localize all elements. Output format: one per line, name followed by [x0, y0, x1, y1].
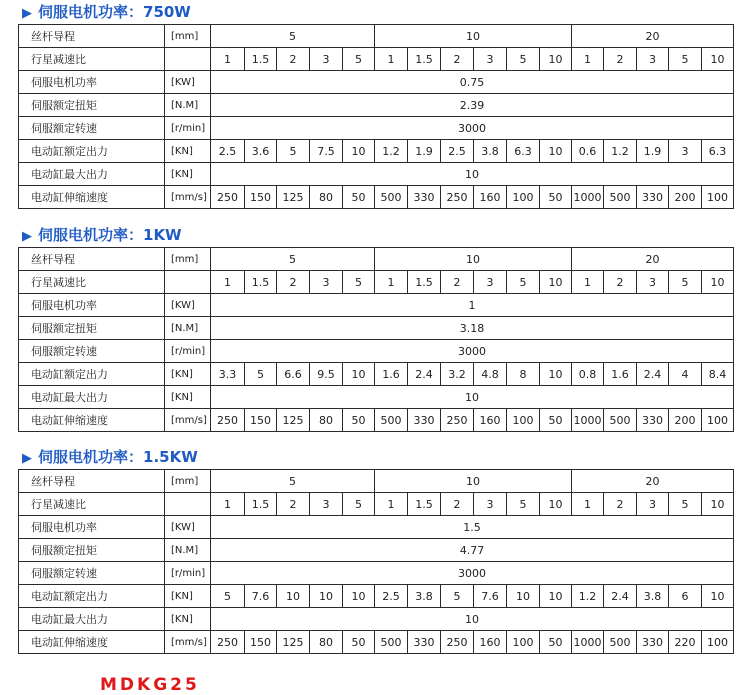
row-unit: [N.M]: [165, 317, 211, 340]
value-cell: 2.5: [375, 585, 408, 608]
value-cell: 1000: [572, 186, 604, 209]
value-cell: 5: [211, 585, 245, 608]
value-cell: 3: [637, 493, 669, 516]
value-cell: 100: [507, 186, 540, 209]
lead-group-cell: 5: [211, 248, 375, 271]
value-cell: 50: [343, 186, 375, 209]
row-label: 丝杆导程: [19, 248, 165, 271]
row-unit: [KN]: [165, 363, 211, 386]
row-unit: [r/min]: [165, 562, 211, 585]
value-cell: 1: [572, 48, 604, 71]
value-cell: 5: [669, 493, 702, 516]
merged-value-cell: 10: [211, 163, 734, 186]
row-label: 电动缸伸缩速度: [19, 409, 165, 432]
value-cell: 500: [375, 631, 408, 654]
value-cell: 2: [604, 493, 637, 516]
row-label: 电动缸最大出力: [19, 608, 165, 631]
value-cell: 500: [375, 186, 408, 209]
row-unit: [165, 493, 211, 516]
value-cell: 3.2: [441, 363, 474, 386]
value-cell: 125: [277, 186, 310, 209]
value-cell: 10: [702, 48, 734, 71]
value-cell: 160: [474, 186, 507, 209]
value-cell: 150: [245, 186, 277, 209]
value-cell: 10: [702, 271, 734, 294]
value-cell: 2.4: [408, 363, 441, 386]
value-cell: 250: [211, 409, 245, 432]
value-cell: 7.5: [310, 140, 343, 163]
value-cell: 5: [245, 363, 277, 386]
row-unit: [KW]: [165, 516, 211, 539]
row-unit: [KN]: [165, 386, 211, 409]
row-max-force: [19, 608, 734, 631]
row-label: 电动缸额定出力: [19, 363, 165, 386]
value-cell: 1.2: [375, 140, 408, 163]
lead-group-cell: 10: [375, 470, 572, 493]
row-rated-speed: [19, 117, 734, 140]
value-cell: 6.3: [702, 140, 734, 163]
value-cell: 6.6: [277, 363, 310, 386]
value-cell: 3: [310, 271, 343, 294]
row-unit: [r/min]: [165, 340, 211, 363]
value-cell: 1.6: [375, 363, 408, 386]
merged-value-cell: 4.77: [211, 539, 734, 562]
value-cell: 80: [310, 409, 343, 432]
value-cell: 5: [441, 585, 474, 608]
value-cell: 0.6: [572, 140, 604, 163]
value-cell: 500: [604, 631, 637, 654]
value-cell: 1.2: [604, 140, 637, 163]
row-unit: [165, 271, 211, 294]
value-cell: 1.5: [245, 493, 277, 516]
value-cell: 2: [604, 271, 637, 294]
row-unit: [N.M]: [165, 539, 211, 562]
value-cell: 50: [540, 186, 572, 209]
value-cell: 100: [702, 186, 734, 209]
value-cell: 200: [669, 409, 702, 432]
row-rated-speed: [19, 340, 734, 363]
value-cell: 3: [669, 140, 702, 163]
row-max-force: [19, 386, 734, 409]
row-unit: [mm/s]: [165, 186, 211, 209]
row-unit: [KN]: [165, 608, 211, 631]
row-label: 行星减速比: [19, 48, 165, 71]
value-cell: 10: [540, 363, 572, 386]
value-cell: 50: [343, 409, 375, 432]
value-cell: 100: [702, 631, 734, 654]
lead-group-cell: 10: [375, 25, 572, 48]
row-screw-lead: [19, 25, 734, 48]
value-cell: 2: [277, 493, 310, 516]
value-cell: 10: [540, 585, 572, 608]
merged-value-cell: 3.18: [211, 317, 734, 340]
value-cell: 50: [540, 409, 572, 432]
value-cell: 150: [245, 631, 277, 654]
row-label: 伺服额定转速: [19, 562, 165, 585]
value-cell: 250: [211, 631, 245, 654]
value-cell: 3: [474, 271, 507, 294]
value-cell: 6: [669, 585, 702, 608]
value-cell: 330: [408, 409, 441, 432]
row-rated-torque: [19, 94, 734, 117]
value-cell: 3.6: [245, 140, 277, 163]
value-cell: 2: [277, 271, 310, 294]
value-cell: 3: [474, 48, 507, 71]
row-label: 电动缸最大出力: [19, 386, 165, 409]
row-label: 行星减速比: [19, 493, 165, 516]
row-unit: [r/min]: [165, 117, 211, 140]
row-unit: [mm]: [165, 248, 211, 271]
merged-value-cell: 3000: [211, 117, 734, 140]
value-cell: 2: [604, 48, 637, 71]
value-cell: 1.9: [408, 140, 441, 163]
value-cell: 330: [637, 631, 669, 654]
value-cell: 5: [669, 48, 702, 71]
merged-value-cell: 3000: [211, 562, 734, 585]
value-cell: 5: [669, 271, 702, 294]
merged-value-cell: 2.39: [211, 94, 734, 117]
value-cell: 220: [669, 631, 702, 654]
row-unit: [KN]: [165, 163, 211, 186]
row-rated-force: [19, 585, 734, 608]
row-label: 行星减速比: [19, 271, 165, 294]
row-motor-power: [19, 294, 734, 317]
value-cell: 1.9: [637, 140, 669, 163]
row-rated-torque: [19, 317, 734, 340]
value-cell: 1.5: [408, 493, 441, 516]
value-cell: 250: [211, 186, 245, 209]
value-cell: 6.3: [507, 140, 540, 163]
lead-group-cell: 20: [572, 25, 734, 48]
value-cell: 125: [277, 631, 310, 654]
row-label: 丝杆导程: [19, 25, 165, 48]
triangle-bullet-icon: ▶: [22, 229, 32, 244]
row-rated-speed: [19, 562, 734, 585]
value-cell: 330: [408, 631, 441, 654]
value-cell: 200: [669, 186, 702, 209]
value-cell: 250: [441, 186, 474, 209]
value-cell: 150: [245, 409, 277, 432]
next-section-heading-fragment: MDKG25: [100, 675, 200, 695]
value-cell: 10: [702, 493, 734, 516]
value-cell: 330: [637, 186, 669, 209]
row-screw-lead: [19, 470, 734, 493]
value-cell: 7.6: [474, 585, 507, 608]
row-stroke-speed: [19, 631, 734, 654]
value-cell: 10: [343, 363, 375, 386]
value-cell: 1.5: [408, 271, 441, 294]
value-cell: 5: [343, 271, 375, 294]
value-cell: 1: [375, 48, 408, 71]
value-cell: 10: [540, 271, 572, 294]
row-rated-torque: [19, 539, 734, 562]
value-cell: 1.5: [245, 48, 277, 71]
row-label: 电动缸伸缩速度: [19, 186, 165, 209]
value-cell: 10: [540, 48, 572, 71]
value-cell: 100: [507, 631, 540, 654]
value-cell: 3.8: [408, 585, 441, 608]
row-rated-force: [19, 363, 734, 386]
value-cell: 330: [408, 186, 441, 209]
value-cell: 1: [211, 271, 245, 294]
value-cell: 3: [474, 493, 507, 516]
value-cell: 10: [702, 585, 734, 608]
value-cell: 80: [310, 631, 343, 654]
merged-value-cell: 10: [211, 608, 734, 631]
value-cell: 250: [441, 409, 474, 432]
row-label: 伺服额定扭矩: [19, 317, 165, 340]
value-cell: 10: [507, 585, 540, 608]
row-label: 伺服额定扭矩: [19, 539, 165, 562]
value-cell: 10: [540, 493, 572, 516]
row-label: 电动缸额定出力: [19, 585, 165, 608]
row-label: 电动缸额定出力: [19, 140, 165, 163]
value-cell: 1.5: [245, 271, 277, 294]
section-title-1-5kw: ▶ 伺服电机功率：1.5KW: [22, 448, 198, 466]
value-cell: 2: [277, 48, 310, 71]
value-cell: 0.8: [572, 363, 604, 386]
row-label: 丝杆导程: [19, 470, 165, 493]
value-cell: 1.2: [572, 585, 604, 608]
row-unit: [mm/s]: [165, 409, 211, 432]
value-cell: 10: [310, 585, 343, 608]
row-screw-lead: [19, 248, 734, 271]
value-cell: 3: [637, 271, 669, 294]
row-label: 伺服电机功率: [19, 516, 165, 539]
value-cell: 500: [604, 409, 637, 432]
value-cell: 330: [637, 409, 669, 432]
value-cell: 100: [507, 409, 540, 432]
value-cell: 2: [441, 48, 474, 71]
value-cell: 10: [277, 585, 310, 608]
row-unit: [KN]: [165, 140, 211, 163]
row-unit: [KW]: [165, 294, 211, 317]
value-cell: 3.8: [474, 140, 507, 163]
merged-value-cell: 3000: [211, 340, 734, 363]
row-unit: [KW]: [165, 71, 211, 94]
value-cell: 5: [343, 493, 375, 516]
value-cell: 10: [343, 140, 375, 163]
value-cell: 5: [507, 493, 540, 516]
value-cell: 1: [375, 493, 408, 516]
value-cell: 100: [702, 409, 734, 432]
spec-table-1kw: [18, 247, 734, 432]
value-cell: 80: [310, 186, 343, 209]
value-cell: 2.5: [211, 140, 245, 163]
value-cell: 160: [474, 409, 507, 432]
value-cell: 1000: [572, 409, 604, 432]
spec-table-1-5kw: [18, 469, 734, 654]
value-cell: 5: [343, 48, 375, 71]
value-cell: 4.8: [474, 363, 507, 386]
value-cell: 4: [669, 363, 702, 386]
lead-group-cell: 5: [211, 25, 375, 48]
row-rated-force: [19, 140, 734, 163]
row-motor-power: [19, 516, 734, 539]
value-cell: 500: [604, 186, 637, 209]
row-unit: [mm]: [165, 470, 211, 493]
value-cell: 50: [540, 631, 572, 654]
triangle-bullet-icon: ▶: [22, 451, 32, 466]
value-cell: 2.4: [604, 585, 637, 608]
row-stroke-speed: [19, 409, 734, 432]
spec-table-750w: [18, 24, 734, 209]
merged-value-cell: 1.5: [211, 516, 734, 539]
row-label: 伺服电机功率: [19, 294, 165, 317]
value-cell: 1: [211, 48, 245, 71]
value-cell: 1.6: [604, 363, 637, 386]
lead-group-cell: 5: [211, 470, 375, 493]
row-label: 伺服电机功率: [19, 71, 165, 94]
value-cell: 500: [375, 409, 408, 432]
lead-group-cell: 20: [572, 248, 734, 271]
row-stroke-speed: [19, 186, 734, 209]
value-cell: 250: [441, 631, 474, 654]
value-cell: 10: [540, 140, 572, 163]
row-reduction-ratio: [19, 271, 734, 294]
value-cell: 160: [474, 631, 507, 654]
value-cell: 1: [211, 493, 245, 516]
value-cell: 7.6: [245, 585, 277, 608]
row-unit: [N.M]: [165, 94, 211, 117]
value-cell: 2.5: [441, 140, 474, 163]
row-reduction-ratio: [19, 48, 734, 71]
merged-value-cell: 0.75: [211, 71, 734, 94]
value-cell: 3.3: [211, 363, 245, 386]
value-cell: 1: [375, 271, 408, 294]
lead-group-cell: 10: [375, 248, 572, 271]
value-cell: 5: [507, 48, 540, 71]
value-cell: 1: [572, 493, 604, 516]
section-title-1kw: ▶ 伺服电机功率：1KW: [22, 226, 182, 244]
row-unit: [KN]: [165, 585, 211, 608]
value-cell: 10: [343, 585, 375, 608]
row-unit: [mm]: [165, 25, 211, 48]
value-cell: 50: [343, 631, 375, 654]
value-cell: 5: [507, 271, 540, 294]
row-label: 伺服额定转速: [19, 340, 165, 363]
value-cell: 2: [441, 493, 474, 516]
row-label: 伺服额定扭矩: [19, 94, 165, 117]
row-motor-power: [19, 71, 734, 94]
value-cell: 3: [310, 48, 343, 71]
row-unit: [mm/s]: [165, 631, 211, 654]
value-cell: 2: [441, 271, 474, 294]
row-unit: [165, 48, 211, 71]
value-cell: 2.4: [637, 363, 669, 386]
merged-value-cell: 1: [211, 294, 734, 317]
row-label: 电动缸伸缩速度: [19, 631, 165, 654]
value-cell: 8: [507, 363, 540, 386]
value-cell: 3.8: [637, 585, 669, 608]
row-label: 电动缸最大出力: [19, 163, 165, 186]
row-reduction-ratio: [19, 493, 734, 516]
value-cell: 9.5: [310, 363, 343, 386]
value-cell: 8.4: [702, 363, 734, 386]
triangle-bullet-icon: ▶: [22, 6, 32, 21]
value-cell: 3: [310, 493, 343, 516]
section-title-750w: ▶ 伺服电机功率：750W: [22, 3, 191, 21]
lead-group-cell: 20: [572, 470, 734, 493]
value-cell: 1000: [572, 631, 604, 654]
value-cell: 3: [637, 48, 669, 71]
value-cell: 1.5: [408, 48, 441, 71]
value-cell: 1: [572, 271, 604, 294]
row-max-force: [19, 163, 734, 186]
row-label: 伺服额定转速: [19, 117, 165, 140]
value-cell: 5: [277, 140, 310, 163]
value-cell: 125: [277, 409, 310, 432]
merged-value-cell: 10: [211, 386, 734, 409]
